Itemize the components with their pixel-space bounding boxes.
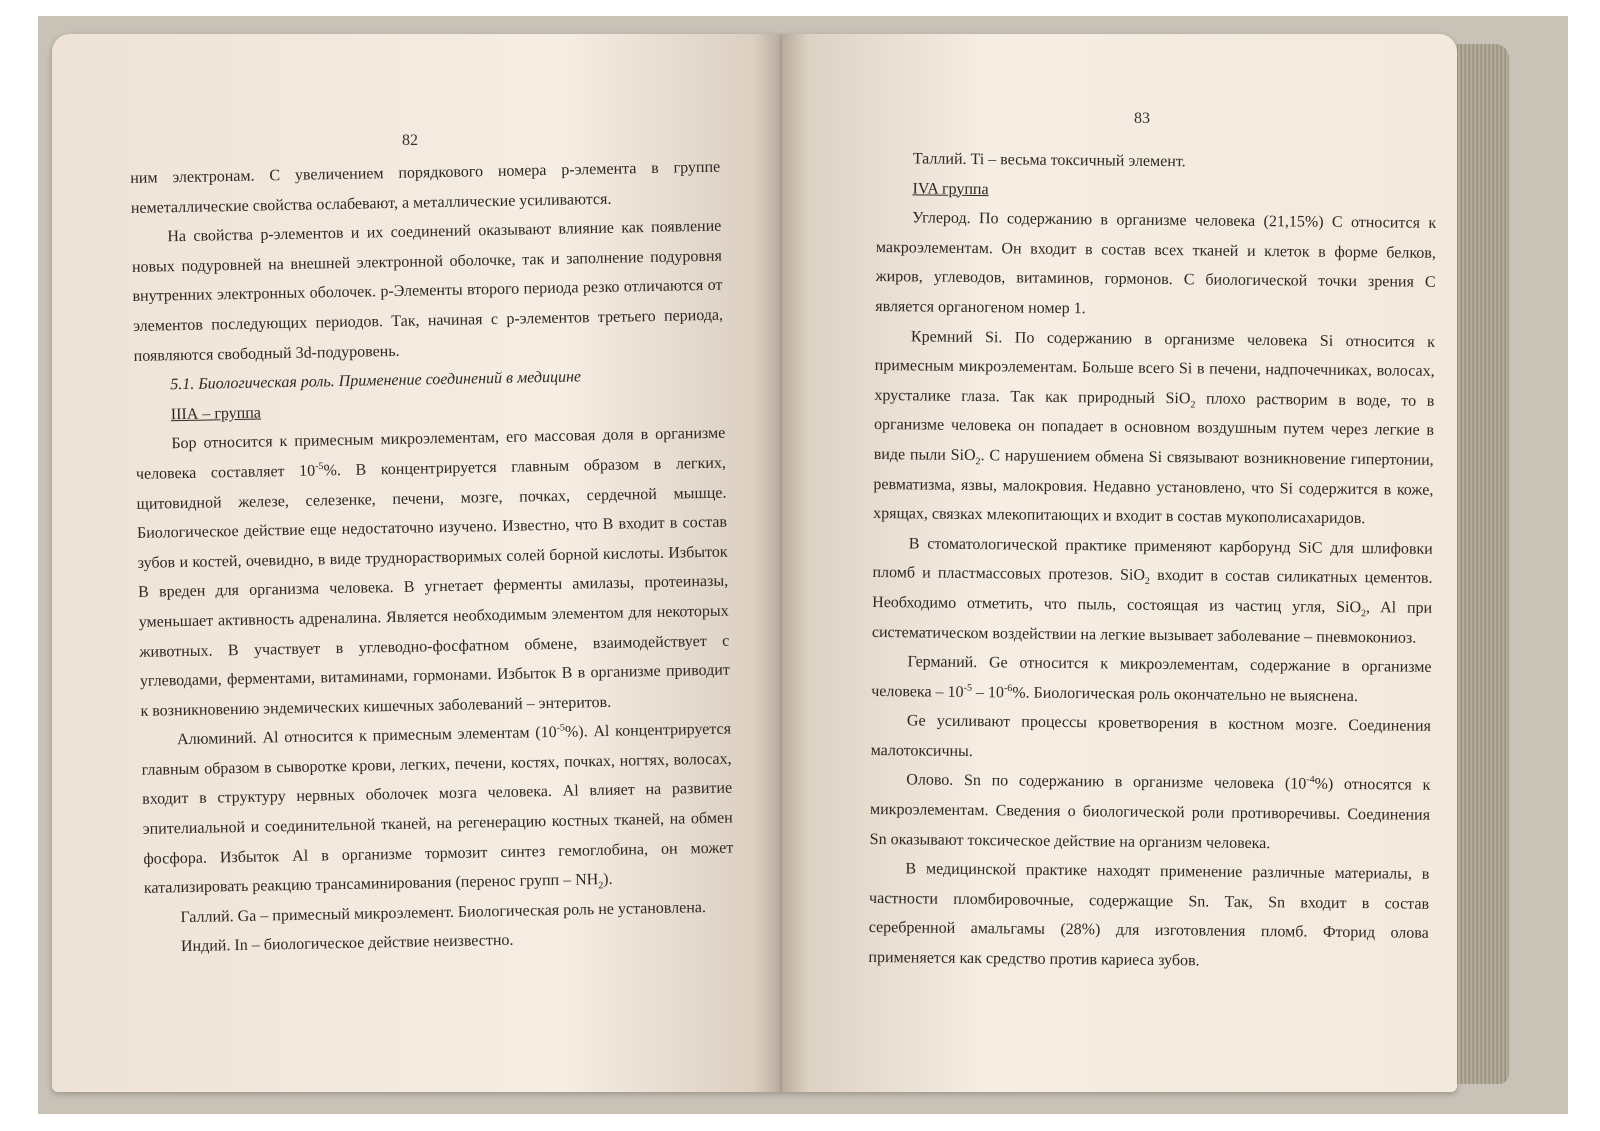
paragraph-tin-medicine: В медицинской практике находят применение различные материалы, в частности пломбировочные, содержащие Sn. Так, Sn входит в состав серебренной амальгамы (28%) для изготовления пломб. Фторид олова применяется как средство против кариеса зубов. bbox=[868, 860, 1430, 970]
paragraph-stomatology: В стоматологической практике применяют карборунд SiC для шлифовки пломб и пластмассовых протезов. SiO$_2$ входит в состав силикатных цементов. Необходимо отметить, что пыль, состоящая из частиц угля, SiO$_2$, Al при систематическом воздействии на легкие вызывает заболевание – пневмокониоз. bbox=[871, 535, 1433, 647]
page-number-left: 82 bbox=[402, 132, 418, 149]
right-page bbox=[782, 34, 1457, 1092]
paragraph-boron: Бор относится к примесным микроэлементам, его массовая доля в организме человека составляет $10^{-5}\%$. В концентрируется главным образом в легких, щитовидной железе, селезенке, печени, мозге, почках, сердечной мышце. Биологическое действие еще недостаточно изучено. Известно, что В входит в состав зубов и костей, очевидно, в виде труднорастворимых солей борной кислоты. Избыток В вреден для организма человека. В угнетает ферменты амилазы, протеиназы, уменьшает активность адреналина. Является необходимым элементом для некоторых животных. В участвует в углеводно-фосфатном обмене, взаимодействует с углеводами, ферментами, витаминами, гормонами. Избыток В в организме приводит к возникновению эндемических кишечных заболеваний – энтеритов. bbox=[135, 424, 730, 720]
left-page-text bbox=[130, 153, 735, 963]
group-title-iva: IVA группа bbox=[912, 179, 989, 198]
paragraph-germanium-uses: Ge усиливают процессы кроветворения в костном мозге. Соединения малотоксичны. bbox=[870, 712, 1432, 760]
paragraph-aluminium: Алюминий. Al относится к примесным элементам $(10^{-5}\%)$. Al концентрируется главным образом в сыворотке крови, легких, печени, костях, почках, ногтях, волосах, входит в структуру нервных оболочек мозга человека. Al влияет на развитие эпителиальной и соединительной тканей, на регенерацию костных тканей, на обмен фосфора. Избыток Al в организме тормозит синтез гемоглобина, он может катализировать реакцию трансаминирования (перенос групп – $NH_2$). bbox=[141, 720, 734, 898]
paragraph-tin: Олово. Sn по содержанию в организме человека $(10^{-4}\%)$ относятся к микроэлементам. Сведения о биологической роли противоречивы. Соединения Sn оказывают токсическое действие на организм человека. bbox=[869, 771, 1431, 852]
paragraph-carbon: Углерод. По содержанию в организме человека (21,15%) С относится к макроэлементам. Он входит в состав всех тканей и клеток в форме белков, жиров, углеводов, витаминов, гормонов. С биологической точки зрения С является органогеном номер 1. bbox=[875, 209, 1437, 318]
paragraph: На свойства р-элементов и их соединений оказывают влияние как появление новых подуровней на внешней электронной оболочке, так и заполнение подуровня внутренних электронных оболочек. р-Элементы второго периода резко отличаются от элементов последующих периодов. Так, начиная с р-элементов третьего периода, появляются свободный 3d-подуровень. bbox=[131, 217, 724, 365]
group-title-iiia: IIIА – группа bbox=[170, 404, 262, 424]
paragraph-indium: Индий. In – биологическое действие неизвестно. bbox=[180, 932, 514, 956]
paragraph-thallium: Таллий. Ti – весьма токсичный элемент. bbox=[912, 150, 1186, 171]
section-title: 5.1. Биологическая роль. Применение соединений в медицине bbox=[170, 368, 582, 394]
scan-background bbox=[38, 16, 1568, 1114]
right-page-text bbox=[868, 144, 1437, 978]
paragraph-gallium: Галлий. Ga – примесный микроэлемент. Биологическая роль не установлена. bbox=[180, 898, 707, 927]
paragraph: ним электронам. С увеличением порядкового номера р-элемента в группе неметаллические свойства ослабевают, а металлические усиливаются. bbox=[130, 158, 721, 217]
open-book bbox=[52, 34, 1542, 1106]
paragraph-germanium: Германий. Ge относится к микроэлементам, содержание в организме человека – $10^{-5} - 10^{-6}\%$. Биологическая роль окончательно не выяснена. bbox=[871, 653, 1432, 705]
paragraph-silicon: Кремний Si. По содержанию в организме человека Si относится к примесным микроэлементам. Больше всего Si в печени, надпочечниках, волосах, хрусталике глаза. Так как природный SiO$_2$ плохо растворим в воде, то в организме человека он попадает в основном воздушным путем через легкие в виде пыли SiO$_2$. С нарушением обмена Si связывают возникновение гипертонии, ревматизма, язвы, малокровия. Недавно установлено, что Si содержится в коже, хрящах, связках млекопитающих и входит в состав мукополисахаридов. bbox=[873, 327, 1436, 528]
page-edges bbox=[1457, 44, 1509, 1084]
left-page bbox=[52, 34, 782, 1092]
page-number-right: 83 bbox=[1134, 110, 1150, 127]
